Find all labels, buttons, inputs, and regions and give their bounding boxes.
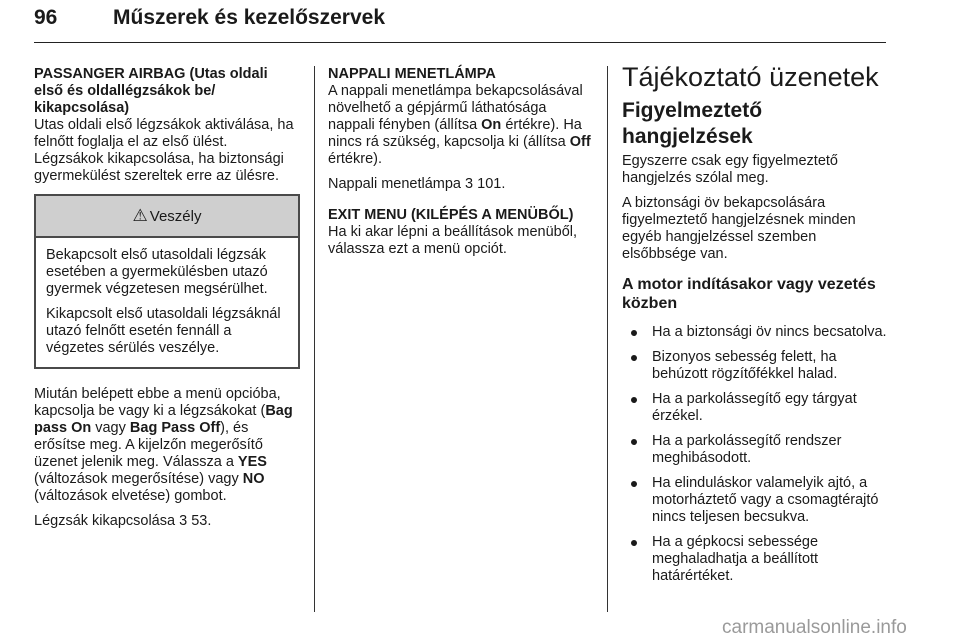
list-item: Ha a parkolássegítő egy tárgyat érzékel. <box>622 391 888 425</box>
info-text: A biztonsági öv bekapcsolására figyelmeztető hangjelzésnek minden egyéb hangjelzéssel szemben elsőbbsége van. <box>622 195 856 262</box>
bullet-icon <box>631 330 637 336</box>
column-3 <box>622 62 888 593</box>
conditions-heading: A motor indításakor vagy vezetés közben <box>622 276 876 312</box>
xref-arrow-icon: 3 <box>465 176 474 192</box>
daylight-heading: NAPPALI MENETLÁMPA <box>328 66 496 82</box>
warning-box <box>34 194 300 369</box>
exit-text: Ha ki akar lépni a beállítások menüből, válassza ezt a menü opciót. <box>328 224 578 257</box>
airbag-xref[interactable]: Légzsák kikapcsolása 3 53. <box>34 513 212 529</box>
warning-text: Bekapcsolt első utasoldali légzsák esetében a gyermekülésben utazó gyermek végzetesen megsérülhet. <box>46 247 268 297</box>
airbag-instructions: Miután belépett ebbe a menü opcióba, kapcsolja be vagy ki a légzsákokat (Bag pass On vagy Bag Pass Off), és erősítse meg. A kijelzőn megerősítő üzenet jelenik meg. Válassza a YES (változások megerősítése) vagy NO (változások elvetése) gombot. <box>34 386 293 504</box>
section-title: Tájékoztató üzenetek <box>622 62 879 92</box>
list-item: Ha a gépkocsi sebessége meghaladhatja a beállított határértéket. <box>622 534 888 585</box>
list-item: Ha a biztonsági öv nincs becsatolva. <box>622 324 888 341</box>
bullet-icon <box>631 355 637 361</box>
page-header <box>34 2 886 43</box>
watermark: carmanualsonline.info <box>722 617 907 638</box>
warning-icon: ⚠ <box>132 206 148 225</box>
warning-header <box>36 196 298 238</box>
bullet-icon <box>631 439 637 445</box>
info-text: Egyszerre csak egy figyelmeztető hangjelzés szólal meg. <box>622 153 838 186</box>
warning-body <box>36 238 298 367</box>
column-divider <box>607 66 608 612</box>
column-1 <box>34 66 300 530</box>
list-item: Ha elinduláskor valamelyik ajtó, a motorháztető vagy a csomagtérajtó nincs teljesen becsukva. <box>622 475 888 526</box>
list-item: Ha a parkolássegítő rendszer meghibásodott. <box>622 433 888 467</box>
bullet-icon <box>631 540 637 546</box>
airbag-intro: Utas oldali első légzsákok aktiválása, ha felnőtt foglalja el az első ülést. Légzsákok kikapcsolása, ha biztonsági gyermekülést szereltek erre az ülésre. <box>34 117 294 184</box>
xref-arrow-icon: 3 <box>179 513 188 529</box>
exit-heading: EXIT MENU (KILÉPÉS A MENÜBŐL) <box>328 207 574 223</box>
daylight-xref[interactable]: Nappali menetlámpa 3 101. <box>328 176 506 192</box>
bullet-icon <box>631 397 637 403</box>
warning-text: Kikapcsolt első utasoldali légzsáknál utazó felnőtt esetén fennáll a végzetes sérülés veszélye. <box>46 306 281 356</box>
section-subtitle: Figyelmeztető hangjelzések <box>622 99 763 148</box>
column-divider <box>314 66 315 612</box>
column-2 <box>328 66 594 258</box>
bullet-icon <box>631 481 637 487</box>
conditions-list <box>622 324 888 585</box>
warning-title: Veszély <box>149 207 202 225</box>
airbag-heading: PASSANGER AIRBAG (Utas oldali első és oldallégzsákok be/ kikapcsolása) <box>34 66 268 116</box>
running-title: Műszerek és kezelőszervek <box>113 6 386 29</box>
daylight-text: A nappali menetlámpa bekapcsolásával növelhető a gépjármű láthatósága nappali fényben (állítsa On értékre). Ha nincs rá szükség, kapcsolja ki (állítsa Off értékre). <box>328 83 591 167</box>
list-item: Bizonyos sebesség felett, ha behúzott rögzítőfékkel halad. <box>622 349 888 383</box>
page-number: 96 <box>34 6 58 29</box>
